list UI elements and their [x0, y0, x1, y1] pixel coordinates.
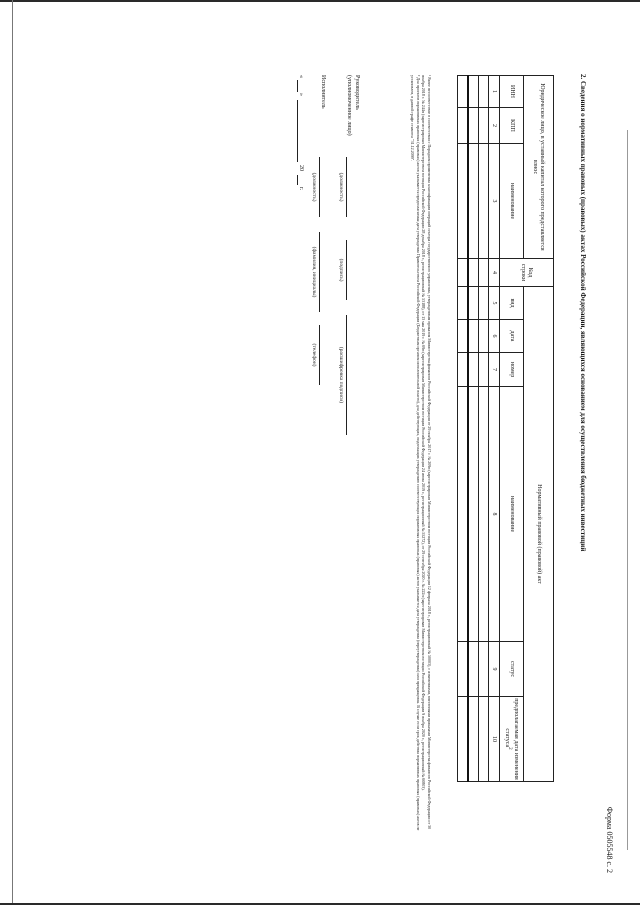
table-cell — [479, 108, 489, 144]
table-cell — [458, 287, 469, 320]
col-num: 9 — [489, 642, 500, 697]
col-num: 5 — [489, 287, 500, 320]
col-kpp: КПП — [500, 108, 524, 144]
date-close-quote: » — [298, 93, 304, 96]
executor-fio-line — [319, 232, 320, 312]
table-cell — [479, 697, 489, 782]
table-cell — [458, 259, 469, 287]
head-position-line — [346, 157, 347, 217]
table-cell — [468, 642, 479, 697]
table-cell — [479, 387, 489, 642]
head-label: Руководитель — [354, 75, 360, 110]
table-row — [479, 76, 489, 782]
executor-label: Исполнитель — [320, 75, 326, 109]
table-cell — [468, 320, 479, 353]
section-title: 2. Сведения о нормативных правовых (правовых) актах Российской Федерации, являющихся основанием для осуществления бюджетных инвестиций — [579, 74, 587, 552]
table-cell — [468, 697, 479, 782]
executor-position-line — [319, 157, 320, 217]
footnotes — [410, 75, 432, 835]
executor-fio-caption: (фамилия, инициалы) — [311, 246, 317, 298]
footnote-ref: 2 — [507, 747, 513, 750]
head-signature-caption: (подпись) — [338, 258, 344, 282]
date-year-line — [297, 175, 298, 185]
date-year-suffix: г. — [298, 187, 304, 191]
col-change-date: предполагаемая дата изменения статуса$^2$ — [500, 697, 524, 782]
col-num: 3 — [489, 144, 500, 259]
date-year-prefix: 20 — [298, 165, 304, 171]
head-decode-line — [346, 315, 347, 435]
executor-phone-caption: (телефон) — [311, 343, 317, 367]
col-num: 4 — [489, 259, 500, 287]
table-cell — [458, 108, 469, 144]
legal-acts-table — [457, 75, 554, 782]
table-cell — [458, 353, 469, 387]
table-cell — [468, 353, 479, 387]
table-cell — [479, 144, 489, 259]
table-cell — [468, 108, 479, 144]
table-cell — [479, 76, 489, 108]
table-cell — [479, 287, 489, 320]
table-cell — [479, 642, 489, 697]
head-signature-line — [346, 240, 347, 300]
col-num: 6 — [489, 320, 500, 353]
col-date: дата — [500, 320, 524, 353]
table-row — [458, 76, 469, 782]
date-month-line — [297, 100, 298, 162]
table-header-row — [524, 76, 554, 782]
column-number-row — [489, 76, 500, 782]
table-cell — [458, 697, 469, 782]
head-sublabel: (уполномоченное лицо) — [346, 75, 352, 136]
header-row-code: Код строки — [500, 259, 554, 287]
col-num: 7 — [489, 353, 500, 387]
table-cell — [479, 353, 489, 387]
table-cell — [458, 387, 469, 642]
col-num: 10 — [489, 697, 500, 782]
form-code: Форма 0505548 с. 2 — [605, 806, 614, 873]
table-cell — [479, 320, 489, 353]
table-cell — [468, 144, 479, 259]
table-cell — [468, 387, 479, 642]
header-legal-entity: Юридическое лицо, в уставный капитал которого представляется взнос — [524, 76, 554, 259]
col-num: 1 — [489, 76, 500, 108]
col-name: наименование — [500, 144, 524, 259]
date-open-quote: « — [298, 75, 304, 78]
col-type: вид — [500, 287, 524, 320]
col-inn: ИНН — [500, 76, 524, 108]
table-cell — [458, 642, 469, 697]
table-cell — [468, 287, 479, 320]
col-num: 8 — [489, 387, 500, 642]
col-act-name: наименование — [500, 387, 524, 642]
table-cell — [479, 259, 489, 287]
col-status: статус — [500, 642, 524, 697]
table-row — [468, 76, 479, 782]
table-cell — [458, 76, 469, 108]
col-number: номер — [500, 353, 524, 387]
table-cell — [458, 144, 469, 259]
table-subheader-row — [500, 76, 524, 782]
table-cell — [468, 259, 479, 287]
header-legal-act: Нормативный правовой (правовой) акт — [524, 287, 554, 782]
head-decode-caption: (расшифровка подписи) — [338, 346, 344, 404]
date-day-line — [297, 80, 298, 92]
table-cell — [458, 320, 469, 353]
table-cell — [468, 76, 479, 108]
executor-position-caption: (должность) — [311, 172, 317, 202]
executor-phone-line — [319, 325, 320, 385]
footnote-2: ² Для проектов нормативных правовых (правовых) актов указывается предполагаемая дата утверждения Правительством Российской Федерации (Бюджетным органом исполнительной власти), для действующих, подлежащих утверждению соответствующих нормативных правовых (правовых) актов указывается дата утверждения (переутверждения) или прекращения. В случае если срок действия нормативных правовых (правовых) актов не установлен, в данной графе ставится "31.12.2099". — [410, 75, 421, 831]
footnote-1: ¹ Ранее несоответствие в соответствии с Порядком применения классификации операций сектора государственного управления, утвержденным приказом Министерства финансов Российской Федерации от 29 ноября 2017 г. № 209н (зарегистрирован Министерством юстиции Российской Федерации 12 февраля 2018 г., регистрационный № 50003), с изменениями, внесенными приказами Министерства финансов Российской Федерации от 30 ноября 2018 г. № 244н (зарегистрирован Министерством юстиции Российской Федерации 28 декабря 2018 г., регистрационный № 53188), от 13 мая 2019 г. № 69н (зарегистрирован Министерством юстиции Российской Федерации 24 июня 2019 г., регистрационный № 55272), от 29 сентября 2020 г. № 222н (зарегистрирован Министерством юстиции Российской Федерации 9 ноября 2020 г., регистрационный № 60803). — [421, 75, 432, 830]
col-num: 2 — [489, 108, 500, 144]
head-position-caption: (должность) — [338, 172, 344, 202]
